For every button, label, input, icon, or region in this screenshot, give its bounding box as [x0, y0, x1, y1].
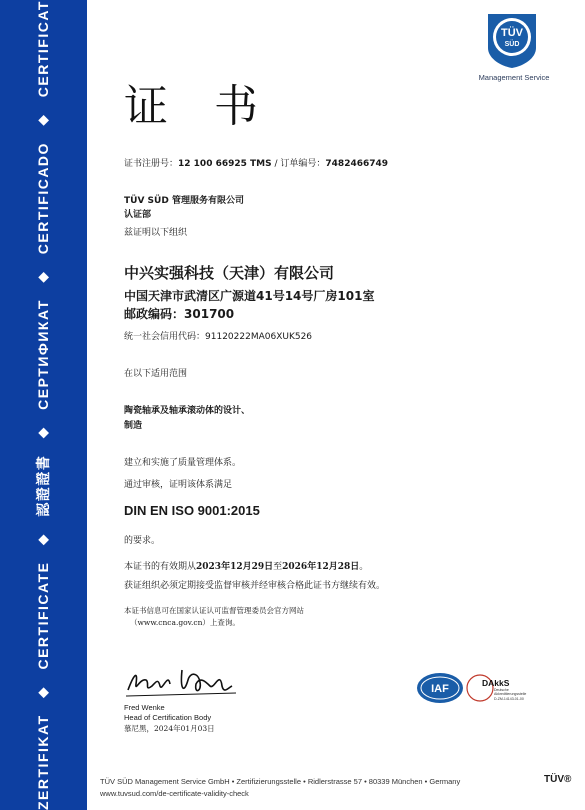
- audited-statement: 通过审核，证明该体系满足: [124, 480, 233, 490]
- band-word-chinese: 認證證書: [35, 454, 51, 517]
- standard-name: DIN EN ISO 9001:2015: [124, 503, 260, 518]
- scope-intro: 在以下适用范围: [124, 369, 188, 379]
- band-word-certificat: CERTIFICAT: [35, 0, 51, 98]
- logo-caption: Management Service: [478, 73, 550, 82]
- requirements-statement: 的要求。: [124, 536, 161, 546]
- footer-validity-link[interactable]: www.tuvsud.com/de-certificate-validity-check: [100, 789, 249, 798]
- established-statement: 建立和实施了质量管理体系。: [124, 458, 242, 468]
- validity-to: 2026年12月28日: [282, 562, 360, 572]
- diamond-icon: ◆: [35, 533, 50, 545]
- dakks-sub-1: Deutsche: [494, 688, 509, 692]
- footer-brand: TÜV®: [544, 774, 572, 785]
- band-word-certificado: CERTIFICADO: [35, 142, 51, 255]
- dakks-sub-2: Akkreditierungsstelle: [494, 692, 527, 696]
- organization-name: 中兴实强科技（天津）有限公司: [124, 264, 335, 282]
- reg-label: 证书注册号：: [124, 159, 179, 169]
- scope-line-2: 制造: [124, 421, 143, 431]
- iaf-text: IAF: [431, 683, 449, 695]
- diamond-icon: ◆: [35, 270, 50, 283]
- verify-line-1: 本证书信息可在国家认证认可监督管理委员会官方网站: [124, 606, 304, 615]
- place-date: 慕尼黑，2024年01月03日: [124, 724, 215, 733]
- signer-name: Fred Wenke: [124, 703, 165, 712]
- postal-value: 301700: [184, 307, 235, 321]
- dakks-text: DAkkS: [482, 678, 510, 688]
- band-word-certificate: CERTIFICATE: [35, 561, 51, 670]
- validity-period: [124, 559, 368, 572]
- band-word-russian: СЕРТИФИКАТ: [35, 299, 51, 410]
- side-band: [0, 0, 87, 810]
- page-title: 证书: [124, 81, 304, 132]
- dakks-id: D-ZM-14143-01-00: [494, 697, 524, 701]
- footer-address: TÜV SÜD Management Service GmbH • Zertifizierungsstelle • Ridlerstrasse 57 • 80339 München • Germany: [100, 777, 461, 786]
- reg-value: 12 100 66925 TMS: [178, 159, 272, 169]
- issuer-name: TÜV SÜD 管理服务有限公司: [124, 196, 244, 206]
- scope-line-1: 陶瓷轴承及轴承滚动体的设计、: [124, 406, 251, 416]
- logo-subtext: SÜD: [504, 41, 520, 48]
- validity-prefix: 本证书的有效期从: [124, 562, 197, 572]
- validity-mid: 至: [273, 562, 283, 572]
- postal-code: [124, 305, 234, 322]
- organization-address: 中国天津市武清区广源道41号14号厂房101室: [124, 289, 375, 303]
- certify-intro: 兹证明以下组织: [124, 228, 188, 238]
- credit-code: [124, 329, 312, 342]
- iaf-logo-icon: [417, 673, 463, 703]
- validity-suffix: 。: [359, 562, 369, 572]
- band-word-zertifikat: ZERTIFIKAT: [35, 714, 51, 810]
- side-band-text: [28, 0, 58, 810]
- credit-label: 统一社会信用代码：: [124, 332, 206, 342]
- validity-note: 获证组织必须定期接受监督审核并经审核合格此证书方继续有效。: [124, 581, 386, 591]
- credit-value: 91120222MA06XUK526: [205, 332, 313, 342]
- diamond-icon: ◆: [35, 113, 50, 126]
- number-separator: /: [271, 159, 281, 169]
- verify-line-2: （www.cnca.gov.cn）上查询。: [130, 618, 240, 627]
- issuer-dept: 认证部: [124, 210, 152, 220]
- signature-icon: [124, 660, 264, 700]
- logo-text: TÜV: [501, 27, 523, 39]
- accreditation-seals: [416, 670, 546, 706]
- postal-label: 邮政编码：: [124, 307, 185, 321]
- order-value: 7482466749: [325, 159, 389, 169]
- validity-from: 2023年12月29日: [196, 562, 274, 572]
- tuv-logo-icon: [482, 10, 542, 70]
- order-label: 订单编号：: [280, 159, 326, 169]
- diamond-icon: ◆: [35, 686, 50, 698]
- diamond-icon: ◆: [35, 426, 50, 438]
- cert-numbers: [124, 156, 388, 169]
- signer-title: Head of Certification Body: [124, 713, 212, 722]
- dakks-logo-icon: [467, 675, 526, 701]
